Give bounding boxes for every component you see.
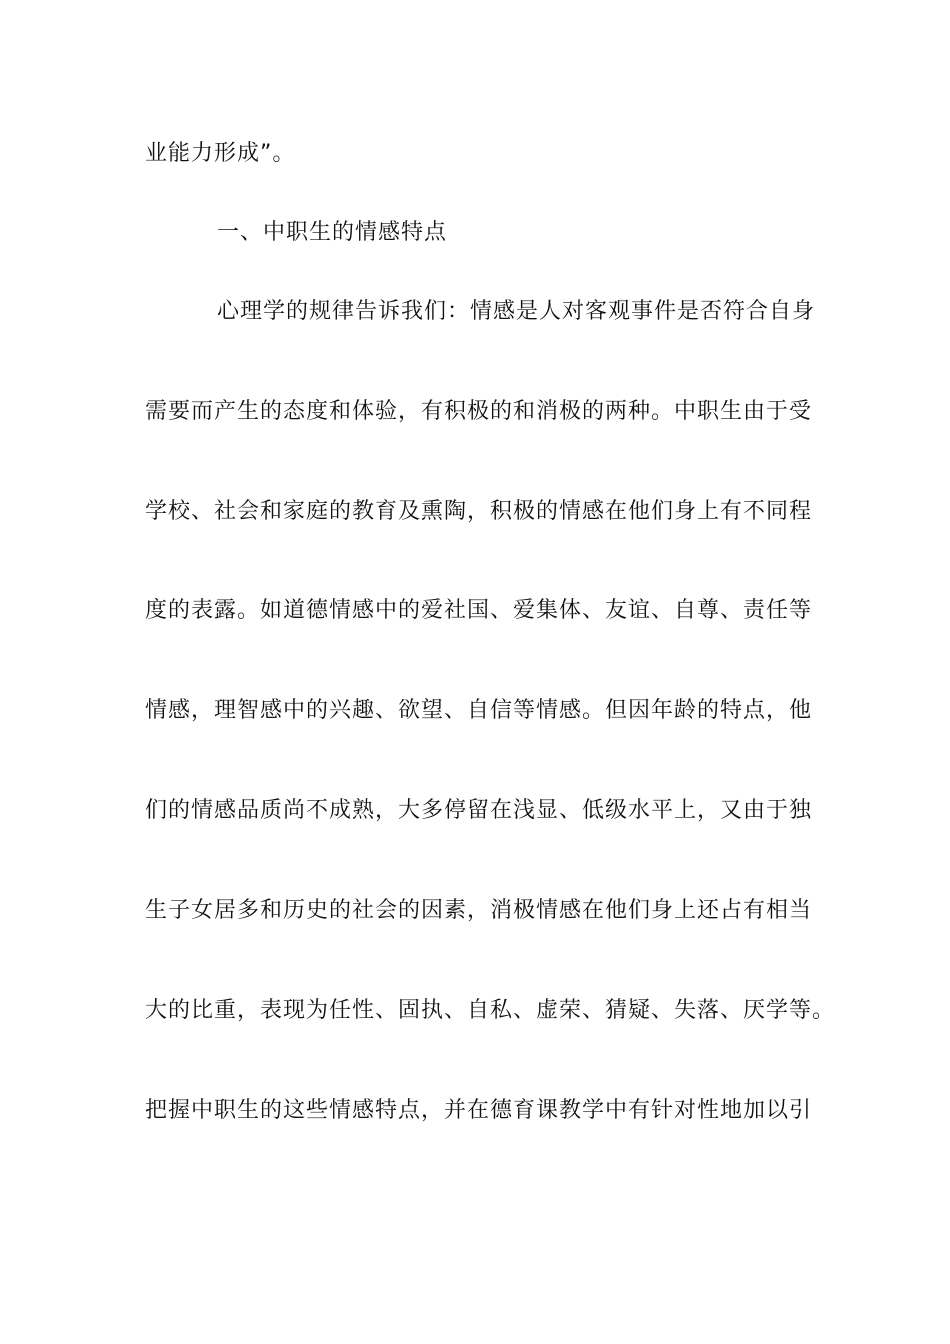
paragraph-line: 大的比重，表现为任性、固执、自私、虚荣、猜疑、失落、厌学等。: [145, 998, 836, 1023]
paragraph-line: 们的情感品质尚不成熟，大多停留在浅显、低级水平上，又由于独: [145, 798, 813, 823]
paragraph-line: 情感，理智感中的兴趣、欲望、自信等情感。但因年龄的特点，他: [145, 698, 813, 723]
paragraph-line: 生子女居多和历史的社会的因素，消极情感在他们身上还占有相当: [145, 898, 813, 923]
paragraph-line: 度的表露。如道德情感中的爱社国、爱集体、友谊、自尊、责任等: [145, 598, 813, 623]
paragraph-line: 需要而产生的态度和体验，有积极的和消极的两种。中职生由于受: [145, 399, 813, 424]
paragraph-line: 学校、社会和家庭的教育及熏陶，积极的情感在他们身上有不同程: [145, 499, 813, 524]
text-line-continuation: 业能力形成”。: [145, 141, 296, 166]
paragraph-line: 心理学的规律告诉我们：情感是人对客观事件是否符合自身: [217, 299, 816, 324]
paragraph-line: 把握中职生的这些情感特点，并在德育课教学中有针对性地加以引: [145, 1098, 813, 1123]
section-heading: 一、中职生的情感特点: [217, 220, 448, 245]
